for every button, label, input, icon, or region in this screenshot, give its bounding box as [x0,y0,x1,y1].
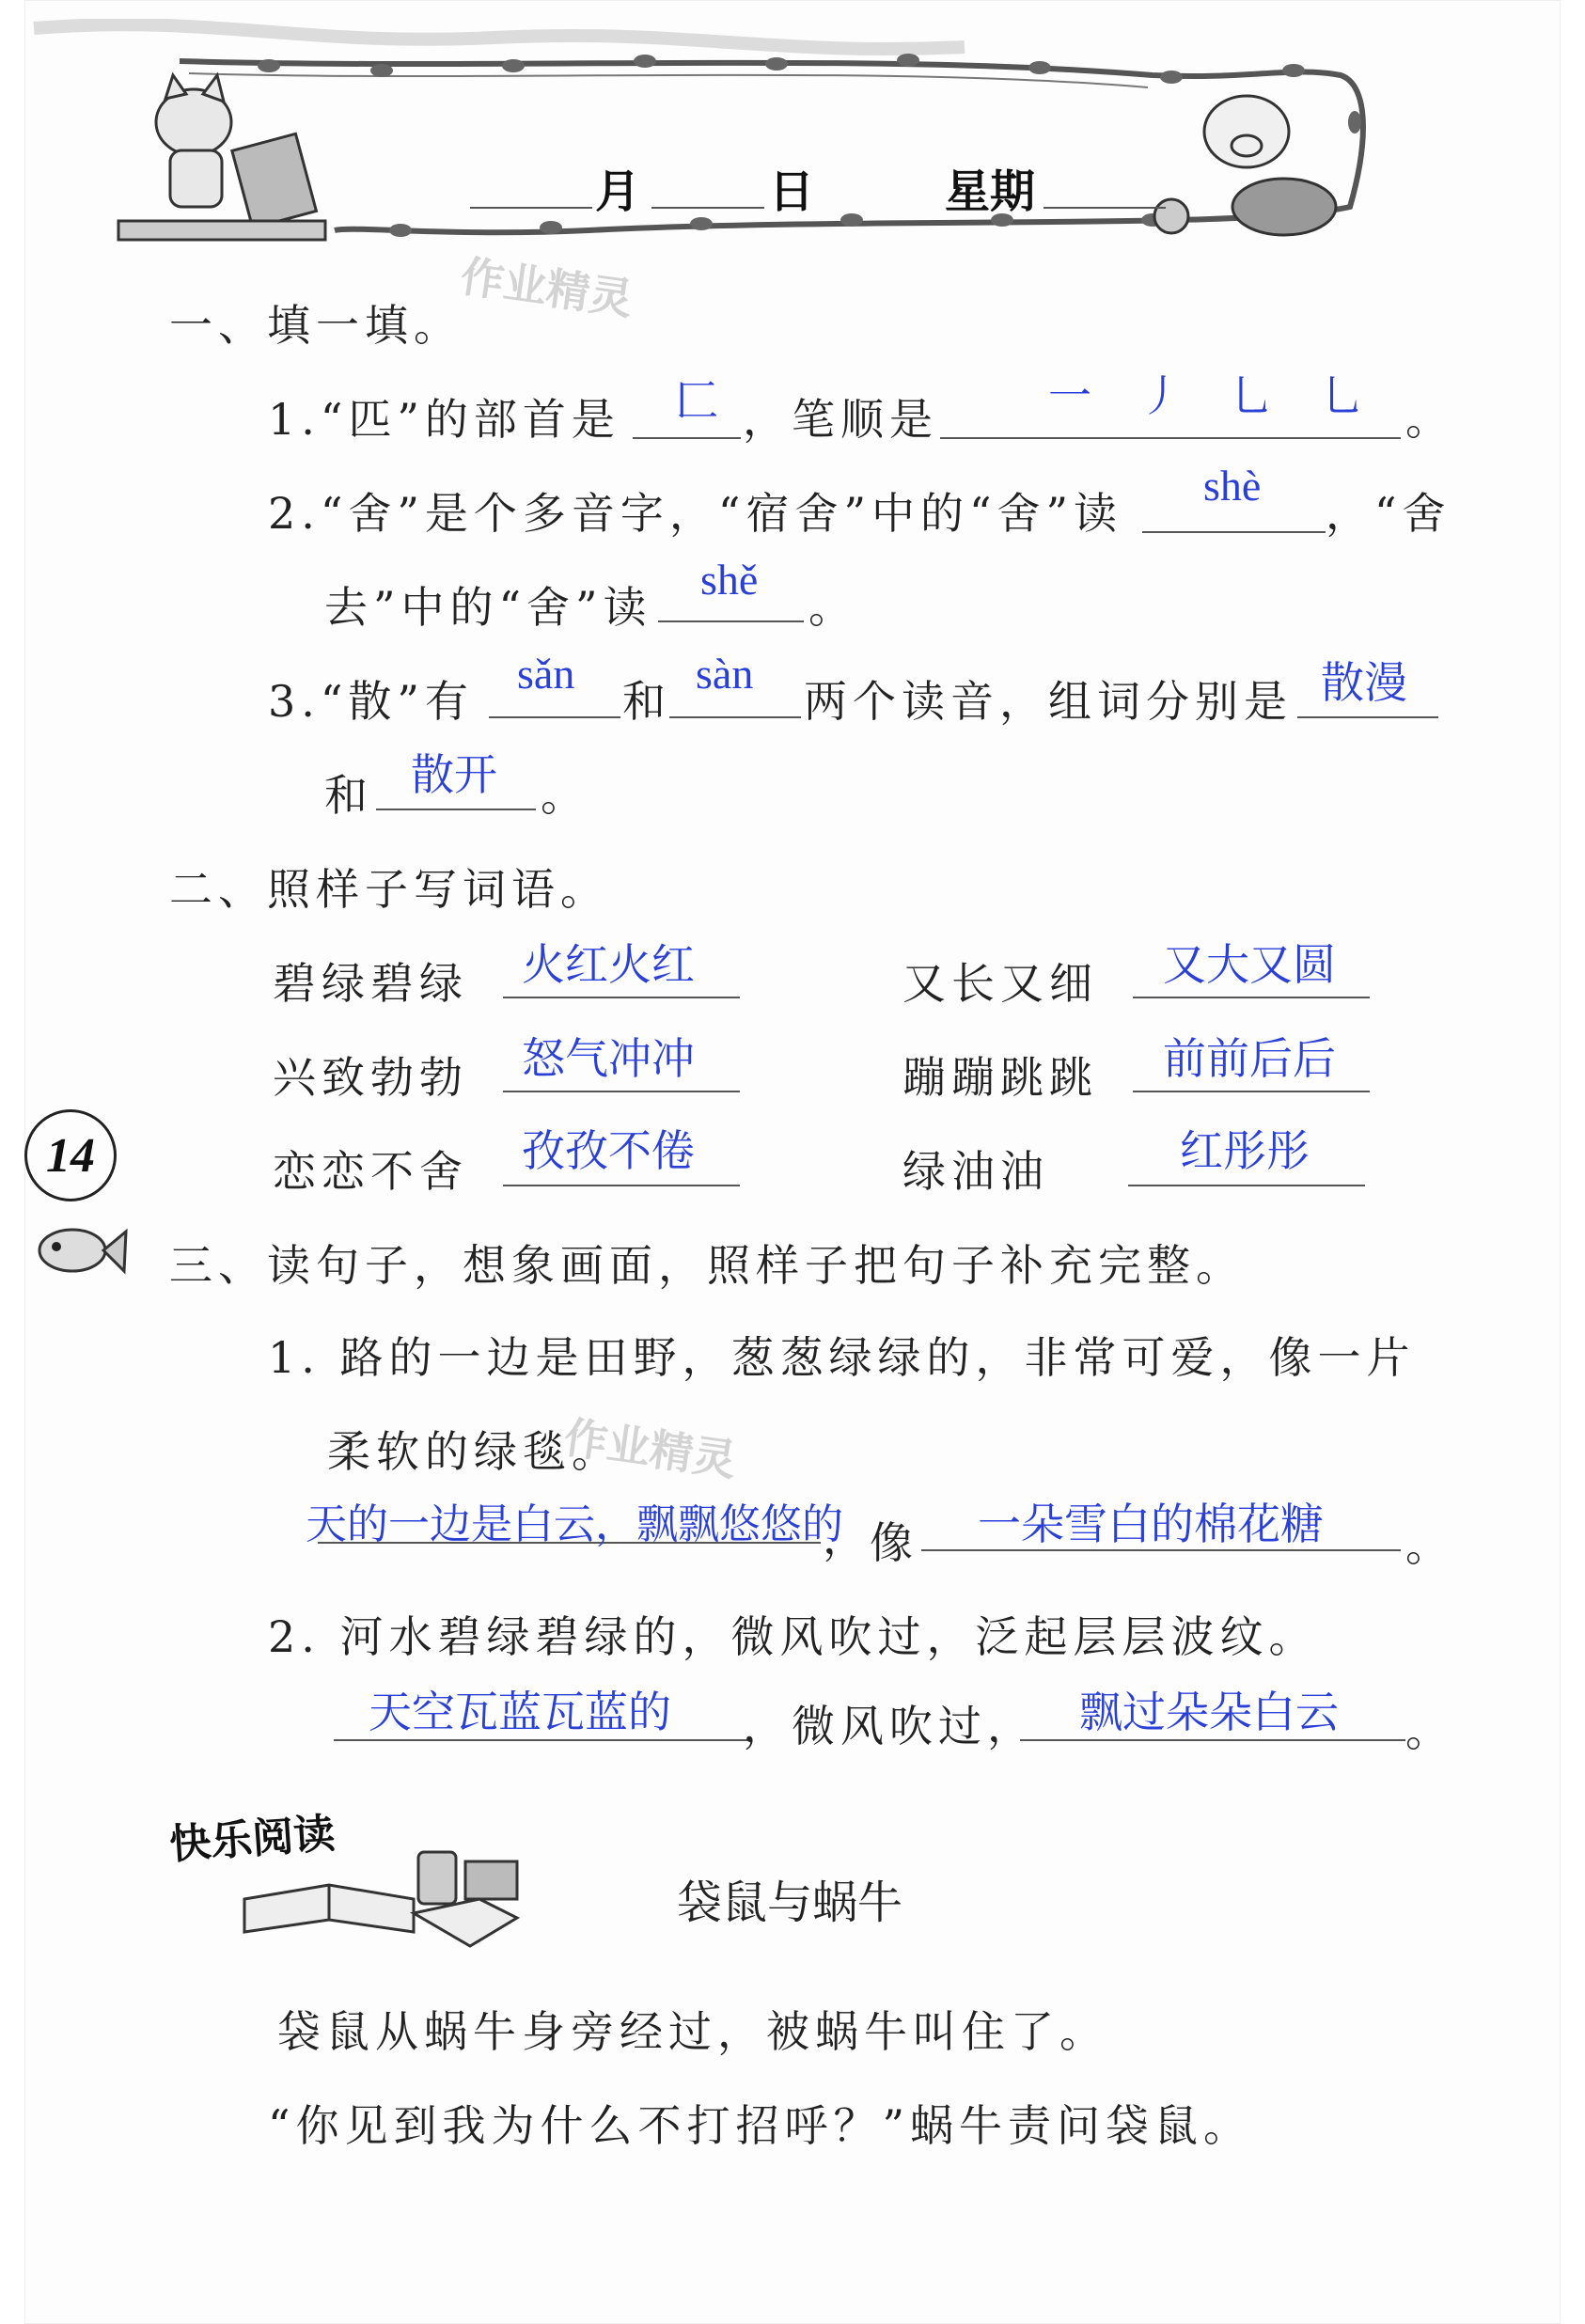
answer-word[interactable]: 前前后后 [1163,1033,1336,1084]
reading-paragraph: 袋鼠从蜗牛身旁经过，被蜗牛叫住了。 [277,2006,1108,2057]
q1-prefix: 1.“匹”的部首是 [268,394,620,445]
answer-sentence[interactable]: 天的一边是白云，飘飘悠悠的 [306,1500,843,1548]
answer-san4[interactable]: sàn [696,650,754,698]
answer-word2[interactable]: 散开 [411,749,497,800]
page-number: 14 [24,1109,117,1201]
q1-mid: ，笔顺是 [743,394,938,445]
example-word: 蹦蹦跳跳 [902,1052,1098,1103]
weekday-blank[interactable] [1044,207,1166,209]
example-word: 碧绿碧绿 [273,958,468,1009]
answer-san3[interactable]: sǎn [517,650,575,698]
answer-she3[interactable]: shě [700,556,759,604]
answer-word[interactable]: 孜孜不倦 [522,1125,695,1176]
fish-icon [30,1213,129,1283]
answer-word1[interactable]: 散漫 [1321,657,1407,708]
month-blank[interactable] [470,207,592,209]
watermark: 作业精灵 [560,1411,740,1486]
month-label: 月 [595,165,641,218]
answer-sentence[interactable]: 一朵雪白的棉花糖 [978,1499,1324,1549]
answer-she4[interactable]: shè [1203,462,1262,510]
section3-title: 三、读句子，想象画面，照样子把句子补充完整。 [169,1240,1245,1291]
example-word: 兴致勃勃 [273,1052,468,1103]
q3-prefix: 3.“散”有 [268,676,474,727]
reading-badge: 快乐阅读 [167,1809,337,1870]
weekday-label: 星期 [945,165,1036,218]
q1-sentence-cont: 柔软的绿毯。 [327,1426,620,1477]
example-word: 又长又细 [902,958,1098,1009]
example-word: 恋恋不舍 [273,1146,468,1197]
answer-word[interactable]: 又大又圆 [1163,939,1336,990]
answer-sentence[interactable]: 飘过朵朵白云 [1079,1687,1339,1737]
pig-illustration-icon [1154,96,1336,235]
header-banner [24,19,1388,259]
day-blank[interactable] [651,207,764,209]
answer-radical[interactable]: 匚 [675,375,718,426]
cat-illustration-icon [118,75,325,240]
books-icon [235,1843,526,1955]
q1-sentence: 1. 路的一边是田野，葱葱绿绿的，非常可爱，像一片 [268,1332,1416,1383]
example-word: 绿油油 [902,1146,1049,1197]
answer-word[interactable]: 红彤彤 [1180,1125,1310,1176]
reading-paragraph: “你见到我为什么不打招呼？”蜗牛责问袋鼠。 [268,2100,1253,2151]
q2-sentence: 2. 河水碧绿碧绿的，微风吹过，泛起层层波纹。 [268,1611,1318,1662]
section2-title: 二、照样子写词语。 [169,864,609,915]
section1-title: 一、填一填。 [169,300,463,351]
answer-word[interactable]: 火红火红 [522,939,695,990]
answer-sentence[interactable]: 天空瓦蓝瓦蓝的 [369,1687,671,1737]
watermark: 作业精灵 [457,250,636,325]
reading-title: 袋鼠与蜗牛 [677,1876,903,1929]
day-label: 日 [769,165,815,218]
answer-strokes[interactable]: 一 丿 乚 乚 [1048,370,1381,421]
q2-prefix: 2.“舍”是个多音字，“宿舍”中的“舍”读 [268,488,1122,539]
answer-word[interactable]: 怒气冲冲 [522,1033,695,1084]
